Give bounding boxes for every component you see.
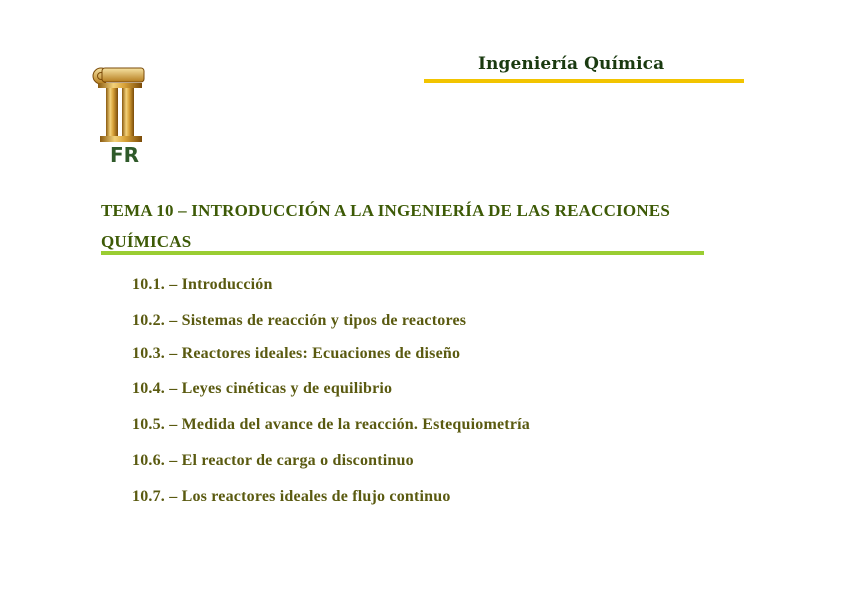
toc-item: 10.4. – Leyes cinéticas y de equilibrio — [132, 380, 393, 397]
toc-item: 10.7. – Los reactores ideales de flujo continuo — [132, 488, 451, 505]
logo — [90, 66, 152, 164]
header-title: Ingeniería Química — [478, 54, 665, 74]
toc-item: 10.1. – Introducción — [132, 276, 273, 293]
toc-item: 10.2. – Sistemas de reacción y tipos de reactores — [132, 312, 467, 329]
toc-item: 10.3. – Reactores ideales: Ecuaciones de diseño — [132, 345, 461, 362]
slide-title-line2: QUÍMICAS — [101, 232, 192, 251]
slide-title — [101, 195, 801, 257]
header-underline — [424, 79, 744, 83]
logo-letters: FR — [110, 143, 140, 164]
university-column-logo-icon — [90, 66, 152, 164]
title-underline — [101, 251, 704, 255]
slide-title-line1: TEMA 10 – INTRODUCCIÓN A LA INGENIERÍA DE LAS REACCIONES — [101, 201, 671, 220]
toc-item: 10.5. – Medida del avance de la reacción. Estequiometría — [132, 416, 530, 433]
toc-item: 10.6. – El reactor de carga o discontinuo — [132, 452, 414, 469]
